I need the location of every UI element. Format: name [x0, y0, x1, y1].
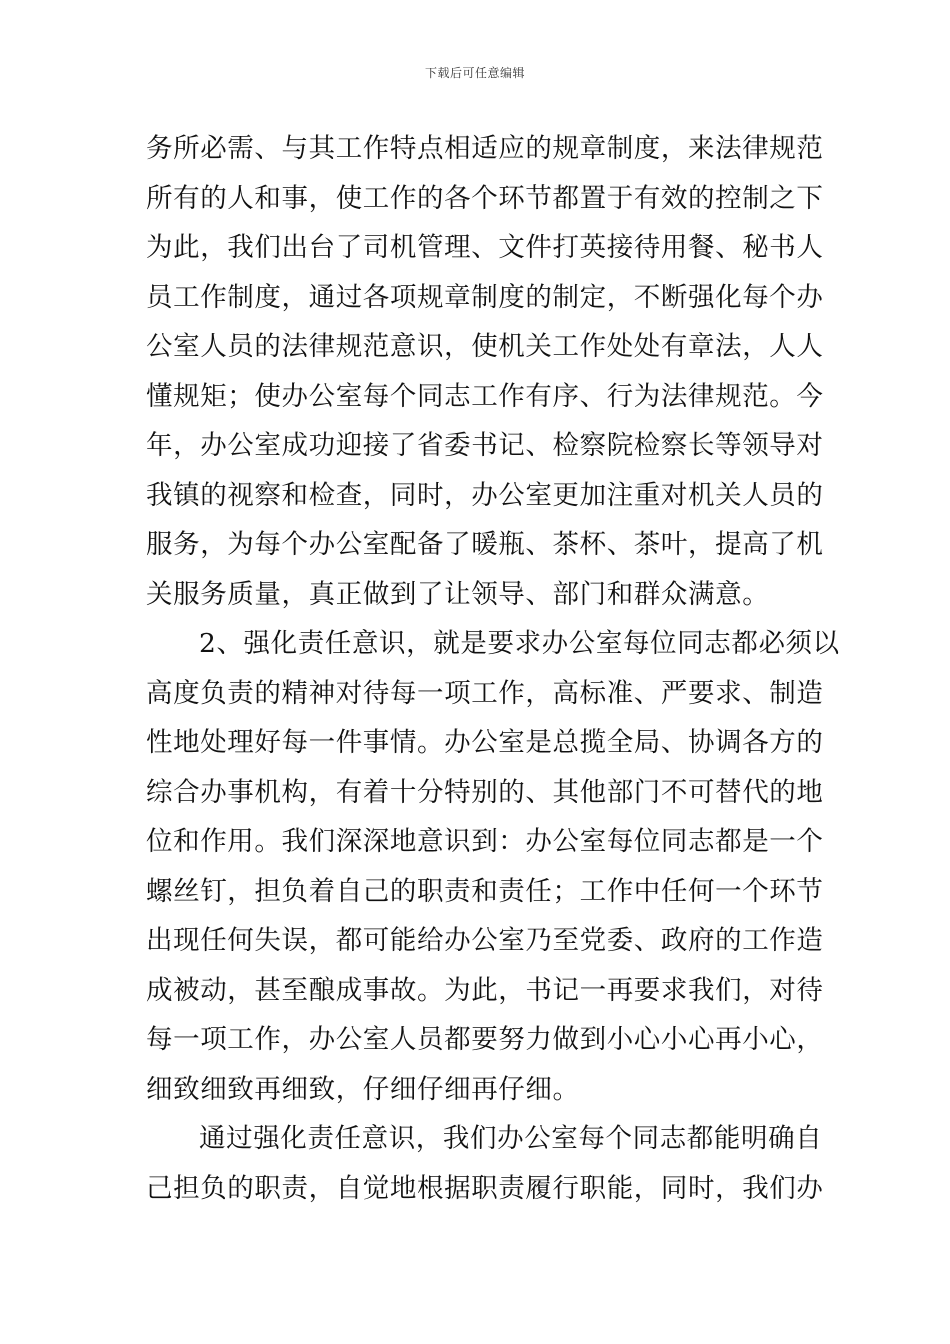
- text-line: 每一项工作，办公室人员都要努力做到小心小心再小心，: [146, 1024, 824, 1055]
- text-line: 为此，我们出台了司机管理、文件打英接待用餐、秘书人: [146, 232, 824, 263]
- text-line: 出现任何失误，都可能给办公室乃至党委、政府的工作造: [146, 925, 824, 956]
- text-line: 服务，为每个办公室配备了暖瓶、茶杯、茶叶，提高了机: [146, 529, 824, 560]
- text-line: 公室人员的法律规范意识，使机关工作处处有章法，人人: [146, 331, 824, 362]
- text-line: 关服务质量，真正做到了让领导、部门和群众满意。: [146, 578, 770, 610]
- body-text: [146, 124, 840, 1213]
- paragraph-first-line: 通过强化责任意识，我们办公室每个同志都能明确自: [199, 1123, 823, 1154]
- text-line: 位和作用。我们深深地意识到：办公室每位同志都是一个: [146, 826, 824, 857]
- text-line: 我镇的视察和检查，同时，办公室更加注重对机关人员的: [146, 479, 824, 511]
- text-line: 螺丝钉，担负着自己的职责和责任；工作中任何一个环节: [146, 875, 824, 907]
- text-line: 员工作制度，通过各项规章制度的制定，不断强化每个办: [146, 281, 824, 313]
- paragraph-first-line: 2、强化责任意识，就是要求办公室每位同志都必须以: [199, 628, 840, 659]
- text-line: 成被动，甚至酿成事故。为此，书记一再要求我们，对待: [146, 974, 824, 1006]
- page-header: 下载后可任意编辑: [424, 66, 525, 80]
- text-line: 己担负的职责，自觉地根据职责履行职能，同时，我们办: [146, 1172, 824, 1204]
- text-line: 细致细致再细致，仔细仔细再仔细。: [146, 1073, 580, 1105]
- text-line: 懂规矩；使办公室每个同志工作有序、行为法律规范。今: [146, 380, 824, 412]
- text-line: 性地处理好每一件事情。办公室是总揽全局、协调各方的: [146, 727, 824, 758]
- text-line: 务所必需、与其工作特点相适应的规章制度，来法律规范: [146, 133, 824, 164]
- text-line: 综合办事机构，有着十分特别的、其他部门不可替代的地: [146, 776, 824, 808]
- text-line: 年，办公室成功迎接了省委书记、检察院检察长等领导对: [146, 430, 824, 461]
- text-line: 高度负责的精神对待每一项工作，高标准、严要求、制造: [146, 677, 824, 709]
- text-line: 所有的人和事，使工作的各个环节都置于有效的控制之下: [146, 182, 824, 214]
